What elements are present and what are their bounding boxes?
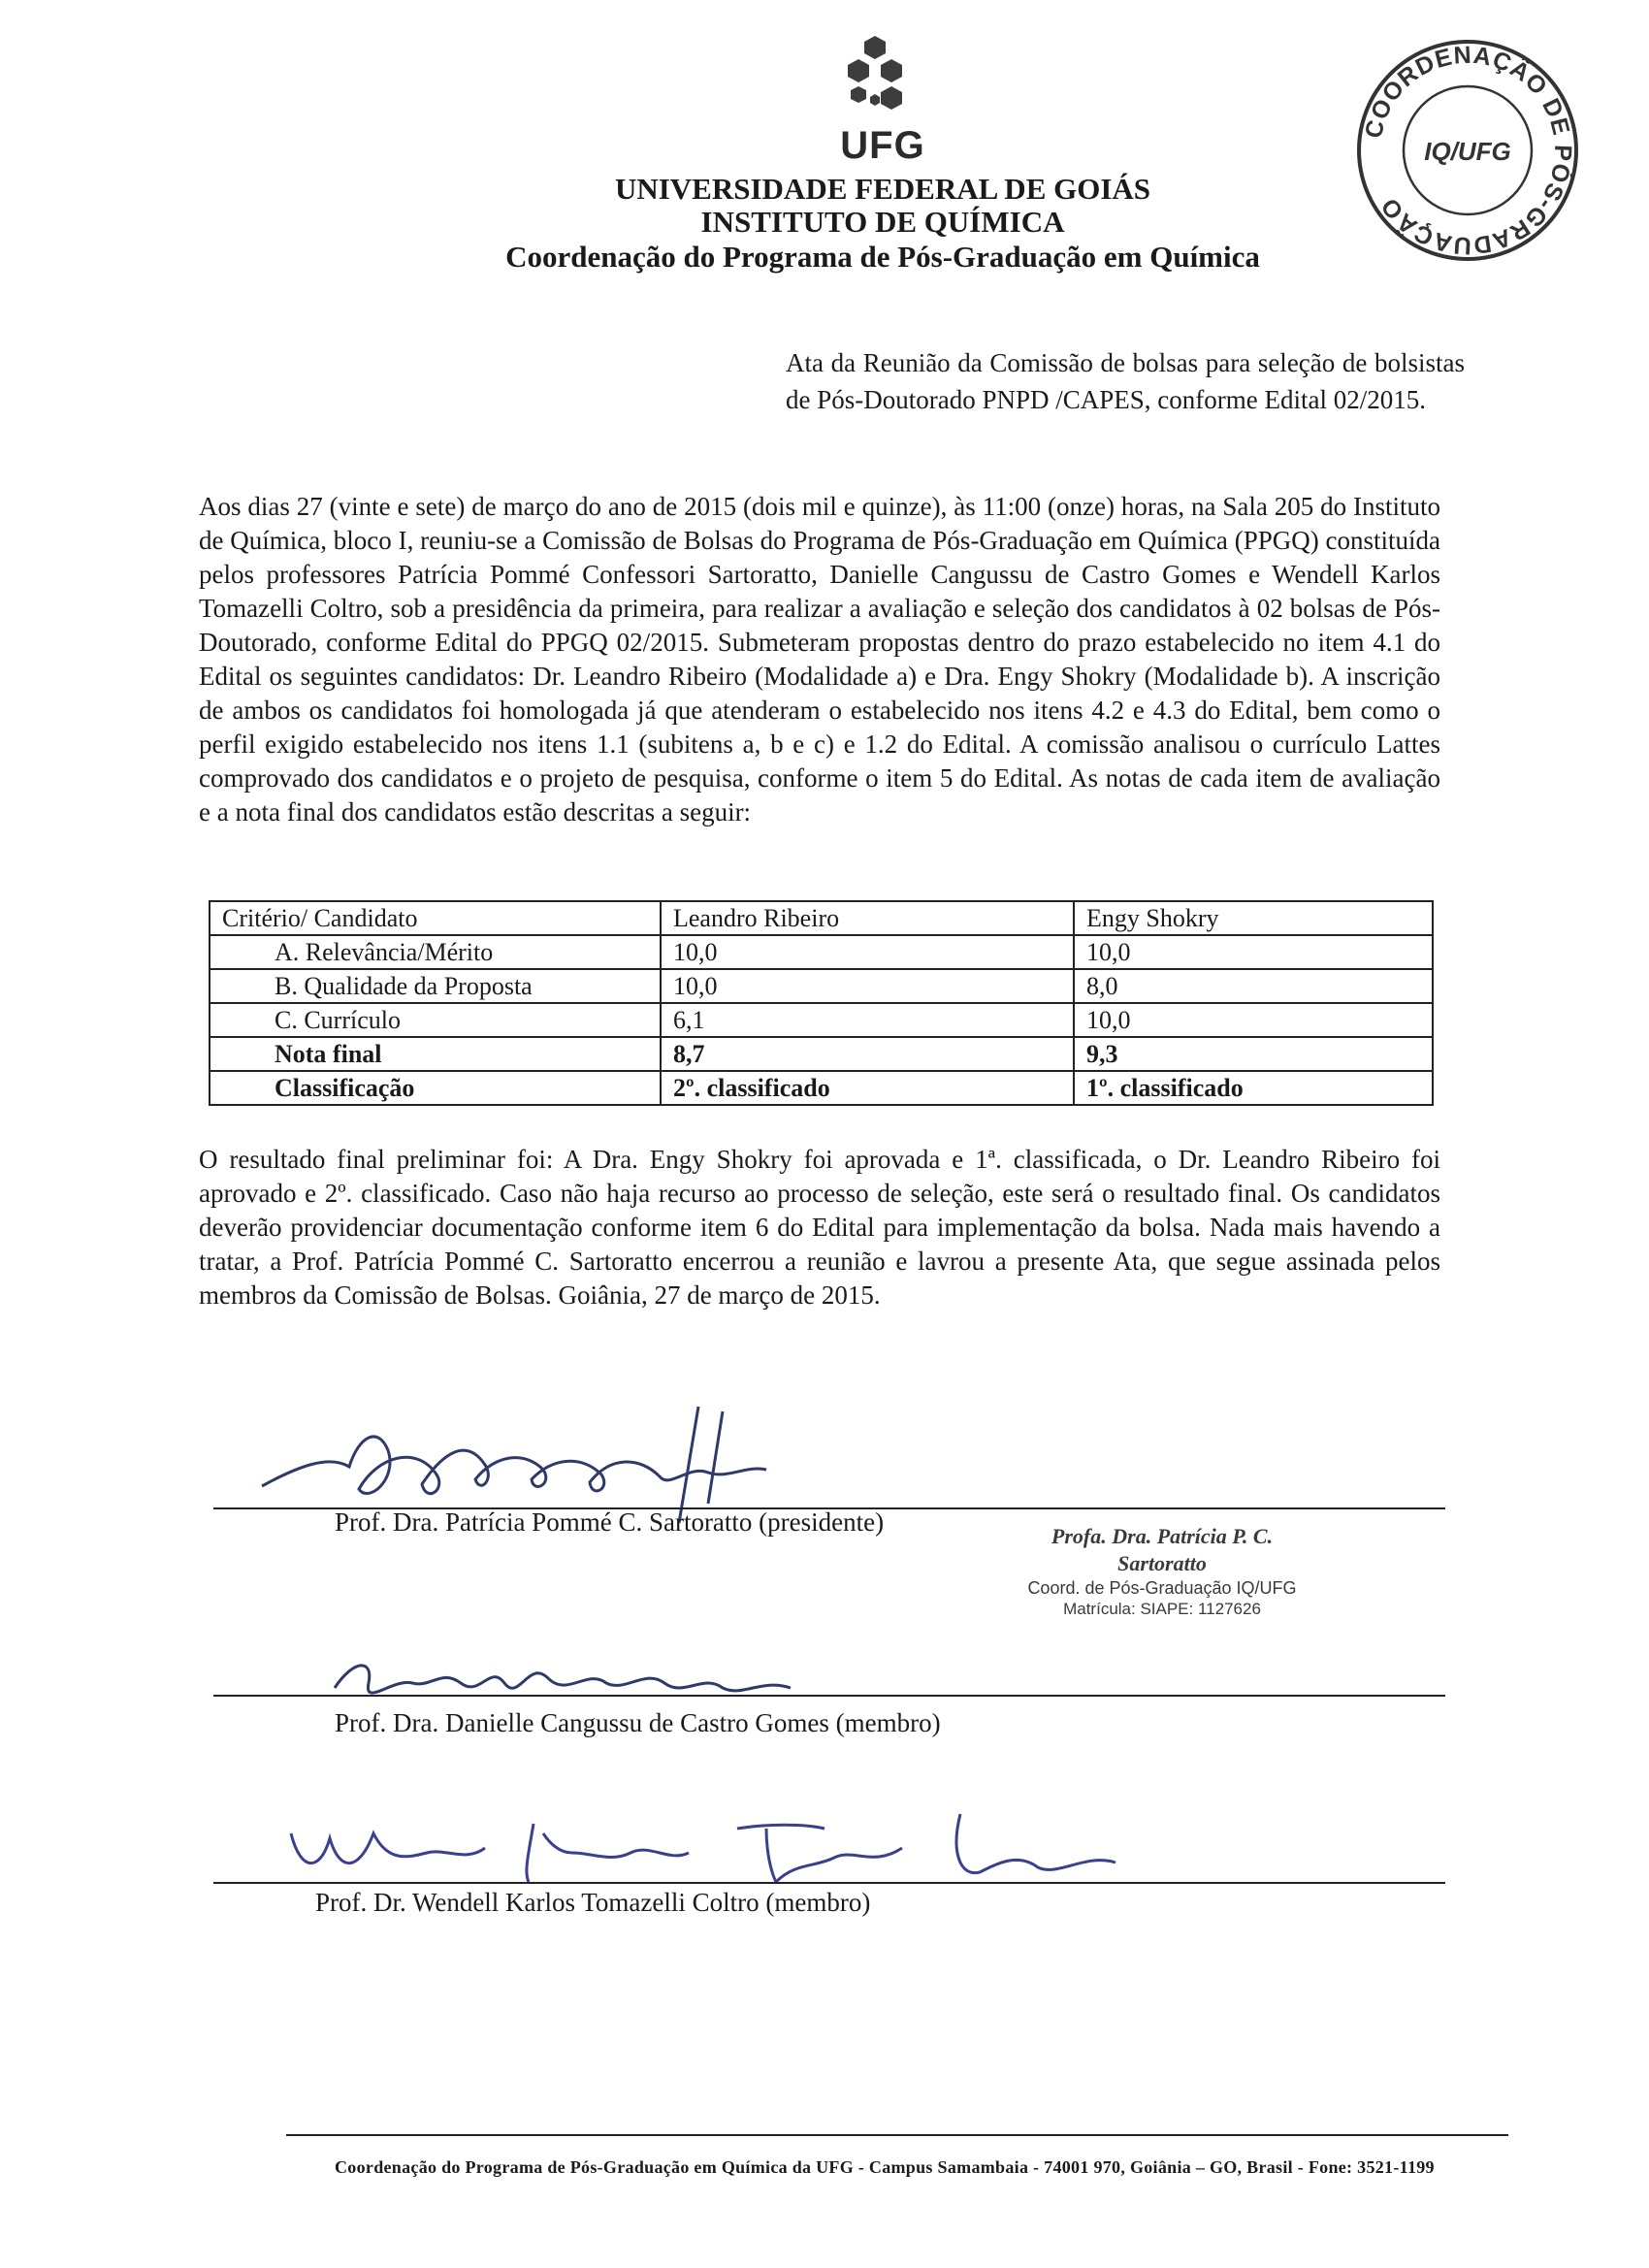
signature-caption: Prof. Dra. Patrícia Pommé C. Sartoratto (presidente) <box>335 1507 885 1537</box>
table-row <box>210 1003 1433 1037</box>
score-cell: 8,0 <box>1074 969 1433 1003</box>
university-name: UNIVERSIDADE FEDERAL DE GOIÁS <box>614 172 1151 206</box>
score-cell: 8,7 <box>661 1037 1074 1071</box>
score-cell: 9,3 <box>1074 1037 1433 1071</box>
score-cell: 10,0 <box>661 935 1074 969</box>
score-cell: 6,1 <box>661 1003 1074 1037</box>
table-header-cell: Leandro Ribeiro <box>661 901 1074 935</box>
table-header-cell: Critério/ Candidato <box>210 901 661 935</box>
table-row <box>210 1037 1433 1071</box>
table-row <box>210 969 1433 1003</box>
document-title: Ata da Reunião da Comissão de bolsas para seleção de bolsistas de Pós-Doutorado PNPD /CAPES, conforme Edital 02/2015. <box>786 348 1465 414</box>
president-stamp-role: Coord. de Pós-Graduação IQ/UFG <box>1027 1578 1297 1598</box>
table-header-row <box>210 901 1433 935</box>
minutes-paragraph-1: Aos dias 27 (vinte e sete) de março do ano de 2015 (dois mil e quinze), às 11:00 (onze) horas, na Sala 205 do Instituto de Química, bloco I, reuniu-se a Comissão de Bolsas do Programa de Pós-Graduação em Química (PPGQ) constituída pelos professores Patrícia Pommé Confessori Sartoratto, Danielle Cangussu de Castro Gomes e Wendell Karlos Tomazelli Coltro, sob a presidência da primeira, para realizar a avaliação e seleção dos candidatos à 02 bolsas de Pós-Doutorado, conforme Edital do PPGQ 02/2015. Submeteram propostas dentro do prazo estabelecido no item 4.1 do Edital os seguintes candidatos: Dr. Leandro Ribeiro (Modalidade a) e Dra. Engy Shokry (Modalidade b). A inscrição de ambos os candidatos foi homologada já que atenderam o estabelecido nos itens 4.2 e 4.3 do Edital, bem como o perfil exigido estabelecido nos itens 1.1 (subitens a, b e c) e 1.2 do Edital. A comissão analisou o currículo Lattes comprovado dos candidatos e o projeto de pesquisa, conforme o item 5 do Edital. As notas de cada item de avaliação e a nota final dos candidatos estão descritas a seguir: <box>199 492 1440 826</box>
table-row <box>210 1071 1433 1105</box>
criterion-cell: Classificação <box>210 1071 661 1105</box>
criterion-cell: C. Currículo <box>210 1003 661 1037</box>
score-cell: 2º. classificado <box>661 1071 1074 1105</box>
signature-member-1-icon <box>325 1639 810 1717</box>
score-cell: 1º. classificado <box>1074 1071 1433 1105</box>
coordination-name: Coordenação do Programa de Pós-Graduação em Química <box>505 240 1260 274</box>
institution-header <box>340 126 1426 275</box>
signature-line <box>213 1882 1445 1884</box>
ufg-wordmark: UFG <box>840 124 925 167</box>
criterion-cell: A. Relevância/Mérito <box>210 935 661 969</box>
minutes-paragraph-2: O resultado final preliminar foi: A Dra. Engy Shokry foi aprovada e 1ª. classificada, o Dr. Leandro Ribeiro foi aprovado e 2º. classificado. Caso não haja recurso ao processo de seleção, este será o resultado final. Os candidatos deverão providenciar documentação conforme item 6 do Edital para implementação da bolsa. Nada mais havendo a tratar, a Prof. Patrícia Pommé C. Sartoratto encerrou a reunião e lavrou a presente Ata, que segue assinada pelos membros da Comissão de Bolsas. Goiânia, 27 de março de 2015. <box>199 1145 1440 1310</box>
president-stamp <box>1017 1523 1308 1620</box>
score-cell: 10,0 <box>1074 1003 1433 1037</box>
criterion-cell: Nota final <box>210 1037 661 1071</box>
criterion-cell: B. Qualidade da Proposta <box>210 969 661 1003</box>
ufg-logo-icon <box>829 34 922 126</box>
signature-member-2-icon <box>281 1795 1154 1901</box>
signature-caption: Prof. Dra. Danielle Cangussu de Castro Gomes (membro) <box>335 1708 941 1737</box>
table-header-cell: Engy Shokry <box>1074 901 1433 935</box>
footer-address: Coordenação do Programa de Pós-Graduação em Química da UFG - Campus Samambaia - 74001 970, Goiânia – GO, Brasil - Fone: 3521-1199 <box>335 2157 1435 2177</box>
president-stamp-id: Matrícula: SIAPE: 1127626 <box>1063 1600 1261 1618</box>
institute-name: INSTITUTO DE QUÍMICA <box>700 205 1065 239</box>
score-cell: 10,0 <box>1074 935 1433 969</box>
coordination-stamp <box>1346 29 1589 272</box>
scores-table <box>209 900 1434 1106</box>
score-cell: 10,0 <box>661 969 1074 1003</box>
stamp-ring-text: COORDENAÇÃO DE PÓS-GRADUAÇÃO <box>1359 41 1577 260</box>
table-row <box>210 935 1433 969</box>
president-stamp-name: Profa. Dra. Patrícia P. C. Sartoratto <box>1051 1524 1274 1575</box>
signature-caption: Prof. Dr. Wendell Karlos Tomazelli Coltro (membro) <box>315 1888 871 1917</box>
footer-divider <box>286 2134 1508 2136</box>
stamp-center-text: IQ/UFG <box>1424 137 1511 166</box>
signature-line <box>213 1695 1445 1697</box>
